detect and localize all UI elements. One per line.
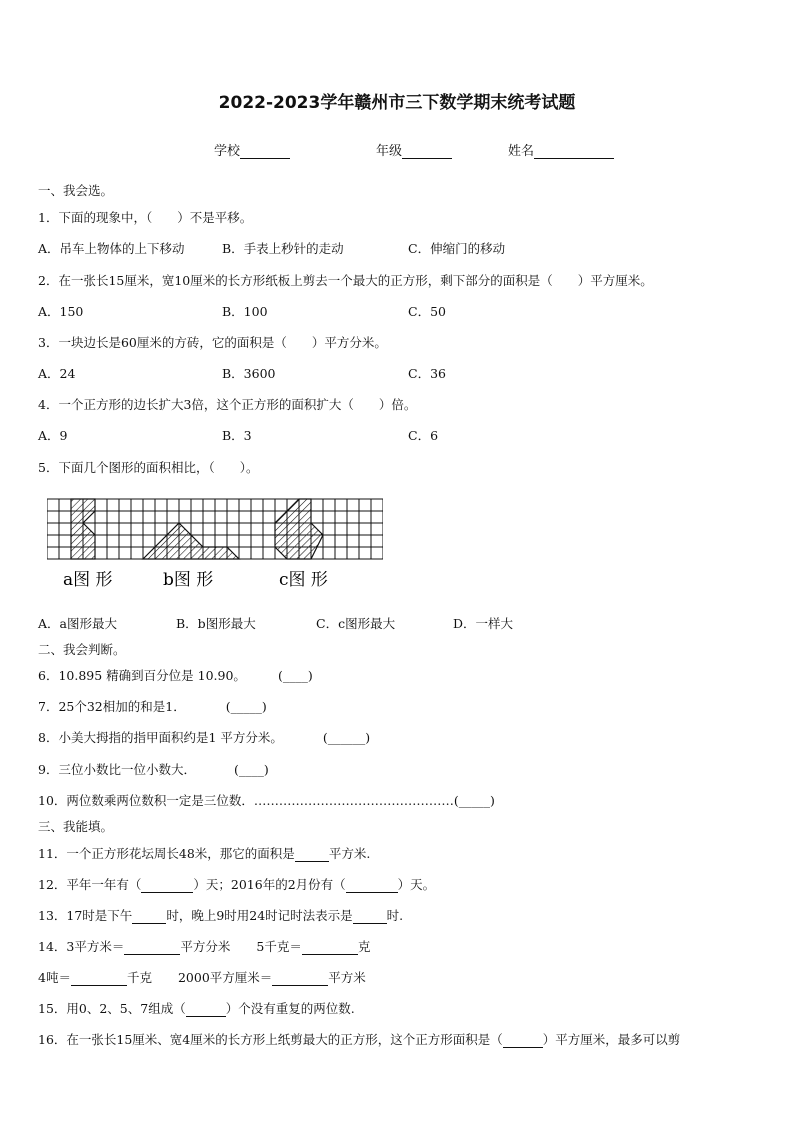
- question-6: [38, 666, 313, 684]
- question-11: [38, 844, 370, 862]
- question-11-blank[interactable]: [295, 849, 329, 862]
- question-8-answer[interactable]: (______): [322, 730, 371, 745]
- question-5-option-a[interactable]: A．a图形最大: [38, 616, 117, 631]
- question-5-stem: 5．下面几个图形的面积相比，（ ）。: [38, 460, 259, 475]
- grade-label: 年级: [376, 144, 403, 159]
- question-9-answer[interactable]: (____): [233, 762, 269, 777]
- question-1-option-a[interactable]: A．吊车上物体的上下移动: [38, 241, 185, 256]
- question-2-stem: 2．在一张长15厘米，宽10厘米的长方形纸板上剪去一个最大的正方形，剩下部分的面积是（ ）平方厘米。: [38, 273, 653, 288]
- question-10-answer[interactable]: (_____): [453, 793, 495, 808]
- question-14-unit-d: 平方米: [328, 970, 366, 985]
- shape-b-label: b图 形: [163, 570, 214, 590]
- question-14-row-1: [38, 937, 370, 955]
- question-13-text-mid: 时，晚上9时用24时记时法表示是: [166, 908, 353, 923]
- question-5-option-c[interactable]: C．c图形最大: [316, 616, 396, 631]
- question-2-option-b[interactable]: B．100: [222, 304, 268, 319]
- section-heading-2: 二、我会判断。: [38, 642, 126, 657]
- question-4-stem: 4．一个正方形的边长扩大3倍，这个正方形的面积扩大（ ）倍。: [38, 397, 417, 412]
- area-grid-figure: [47, 497, 383, 593]
- question-14-blank-d[interactable]: [272, 973, 328, 986]
- question-15-text-end: ）个没有重复的两位数.: [225, 1001, 355, 1016]
- question-1-option-b[interactable]: B．手表上秒针的走动: [222, 241, 344, 256]
- question-14-text-a: 14．3平方米＝: [38, 939, 125, 954]
- question-10-text: 10．两位数乘两位数积一定是三位数．…………………………………………: [38, 793, 454, 808]
- question-14-blank-c[interactable]: [71, 973, 127, 986]
- question-12-blank-2[interactable]: [346, 880, 398, 893]
- question-14-text-d: 2000平方厘米＝: [177, 970, 273, 985]
- question-7-answer[interactable]: (_____): [225, 699, 267, 714]
- question-13-text: 13．17时是下午: [38, 908, 133, 923]
- question-15-text: 15．用0、2、5、7组成（: [38, 1001, 186, 1016]
- page-title: 2022-2023学年赣州市三下数学期末统考试题: [218, 93, 576, 113]
- question-15: [38, 999, 355, 1017]
- question-7-text: 7．25个32相加的和是1．: [38, 699, 186, 714]
- question-4-option-a[interactable]: A．9: [38, 428, 68, 443]
- question-8: [38, 728, 370, 746]
- question-15-blank[interactable]: [186, 1004, 226, 1017]
- question-9: [38, 760, 269, 778]
- question-12-blank-1[interactable]: [141, 880, 193, 893]
- name-label: 姓名: [508, 144, 535, 159]
- section-heading-3: 三、我能填。: [38, 819, 114, 834]
- question-14-row-2: [38, 968, 366, 986]
- question-13-blank-2[interactable]: [353, 911, 387, 924]
- question-14-unit-c: 千克: [126, 970, 152, 985]
- question-4-option-b[interactable]: B．3: [222, 428, 252, 443]
- question-6-answer[interactable]: (____): [277, 668, 313, 683]
- name-blank[interactable]: [534, 145, 614, 159]
- question-16-text: 16．在一张长15厘米、宽4厘米的长方形上纸剪最大的正方形，这个正方形面积是（: [38, 1032, 503, 1047]
- name-field: [508, 140, 614, 159]
- question-16: [38, 1030, 680, 1048]
- question-12: [38, 875, 435, 893]
- question-5-option-b[interactable]: B．b图形最大: [176, 616, 256, 631]
- question-14-text-c: 4吨＝: [38, 970, 71, 985]
- school-field: [214, 140, 290, 159]
- question-2-option-c[interactable]: C．50: [408, 304, 446, 319]
- question-10: [38, 791, 495, 809]
- question-16-text-end: ）平方厘米，最多可以剪: [542, 1032, 681, 1047]
- question-13: [38, 906, 403, 924]
- question-14-text-b: 5千克＝: [256, 939, 302, 954]
- question-1-stem: 1．下面的现象中，（ ）不是平移。: [38, 210, 253, 225]
- question-12-text-end: ）天。: [397, 877, 436, 892]
- question-13-blank-1[interactable]: [132, 911, 166, 924]
- question-16-blank[interactable]: [503, 1035, 543, 1048]
- question-14-blank-b[interactable]: [302, 942, 358, 955]
- school-blank[interactable]: [240, 145, 290, 159]
- question-3-option-b[interactable]: B．3600: [222, 366, 276, 381]
- question-5-option-d[interactable]: D．一样大: [453, 616, 514, 631]
- question-7: [38, 697, 267, 715]
- shape-c-label: c图 形: [279, 570, 328, 590]
- grade-field: [376, 140, 452, 159]
- question-12-text: 12．平年一年有（: [38, 877, 142, 892]
- question-12-text-mid: ）天；2016年的2月份有（: [193, 877, 346, 892]
- question-14-unit-a: 平方分米: [180, 939, 231, 954]
- question-11-text: 11．一个正方形花坛周长48米，那它的面积是: [38, 846, 295, 861]
- question-6-text: 6．10.895 精确到百分位是 10.90。: [38, 668, 246, 683]
- question-9-text: 9．三位小数比一位小数大．: [38, 762, 196, 777]
- question-11-unit: 平方米.: [328, 846, 371, 861]
- question-2-option-a[interactable]: A．150: [38, 304, 84, 319]
- grade-blank[interactable]: [402, 145, 452, 159]
- shape-a-label: a图 形: [63, 570, 113, 590]
- question-8-text: 8．小美大拇指的指甲面积约是1 平方分米。: [38, 730, 283, 745]
- question-4-option-c[interactable]: C．6: [408, 428, 439, 443]
- question-3-option-a[interactable]: A．24: [38, 366, 76, 381]
- question-13-text-end: 时.: [386, 908, 404, 923]
- school-label: 学校: [214, 144, 241, 159]
- question-3-stem: 3．一块边长是60厘米的方砖，它的面积是（ ）平方分米。: [38, 335, 387, 350]
- question-1-option-c[interactable]: C．伸缩门的移动: [408, 241, 506, 256]
- question-14-blank-a[interactable]: [124, 942, 180, 955]
- question-3-option-c[interactable]: C．36: [408, 366, 446, 381]
- section-heading-1: 一、我会选。: [38, 183, 114, 198]
- question-14-unit-b: 克: [357, 939, 371, 954]
